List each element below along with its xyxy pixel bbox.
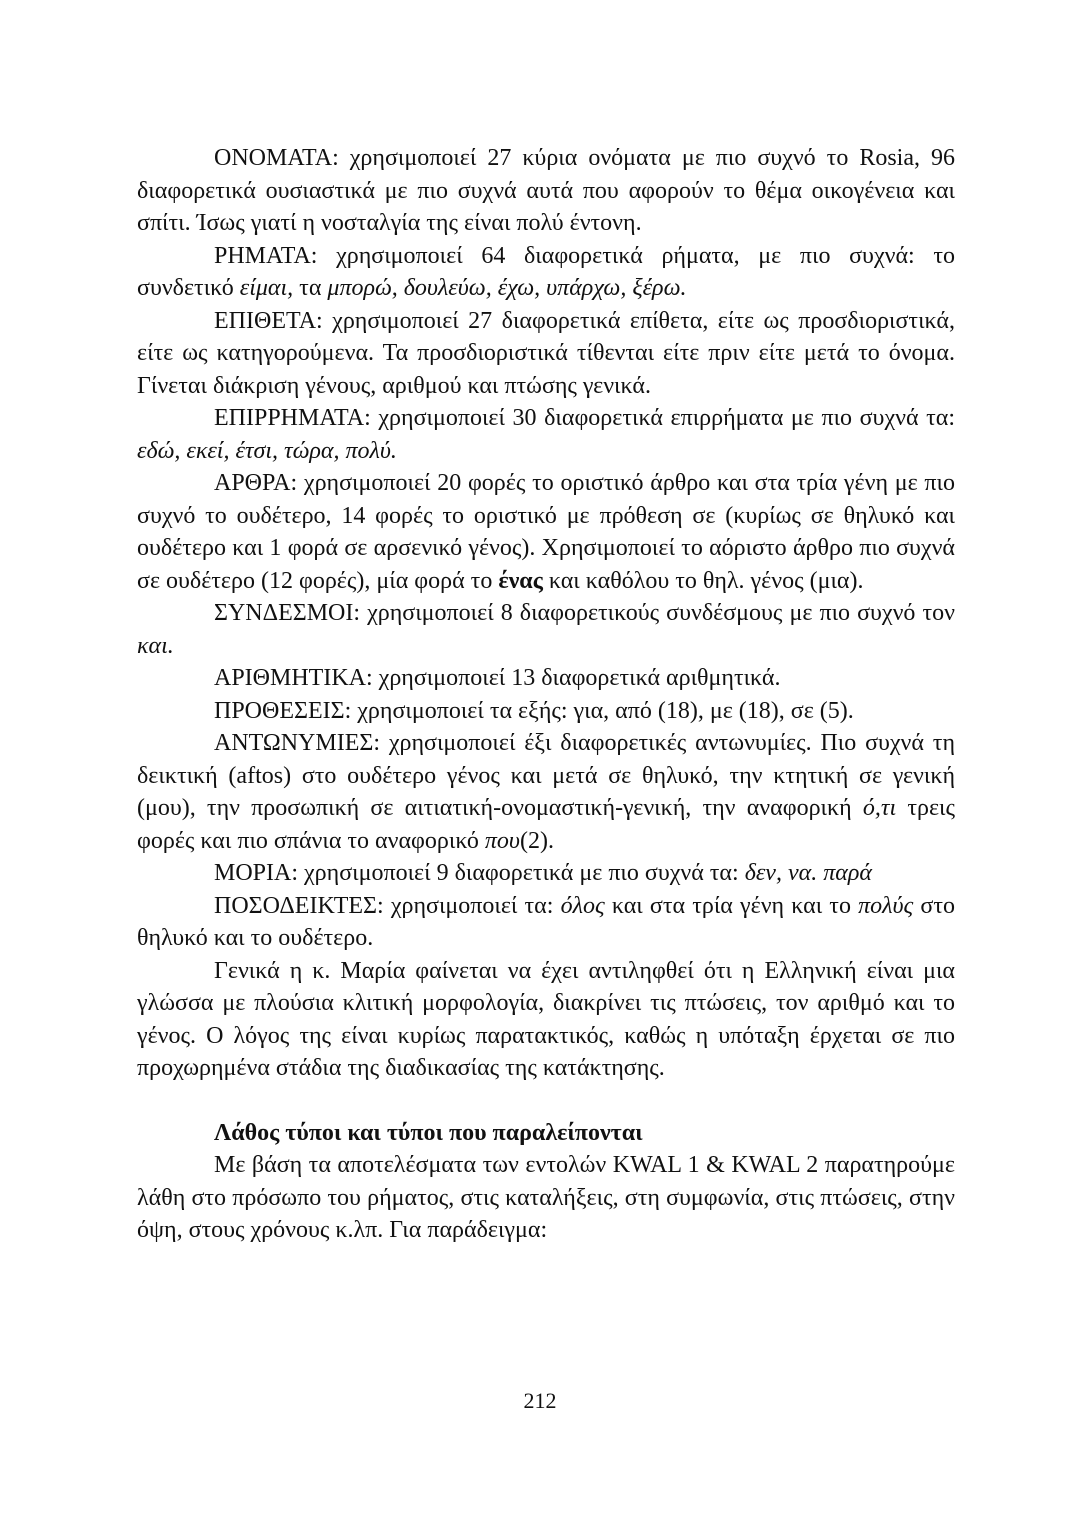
section-heading-text: Λάθος τύποι και τύποι που παραλείπονται xyxy=(214,1119,643,1146)
paragraph-text: Με βάση τα αποτελέσματα των εντολών KWAL 1 & KWAL 2 παρατηρούμε λάθη στο πρόσωπο του ρήματος, στις καταλήξεις, στη συμφωνία, στις πτώσεις, στην όψη, στους χρόνους κ.λπ. Για παράδειγμα: xyxy=(137,1152,955,1243)
category-label: ΡΗΜΑΤΑ: xyxy=(214,242,318,269)
italic-term: και. xyxy=(137,632,174,659)
paragraph-quantifiers xyxy=(137,890,955,955)
paragraph-particles xyxy=(137,857,955,890)
paragraph-conjunctions xyxy=(137,597,955,662)
page-body xyxy=(137,142,955,1247)
category-label: ΕΠΙΘΕΤΑ: xyxy=(214,307,323,334)
paragraph-text: (2). xyxy=(519,827,554,854)
paragraph-nouns xyxy=(137,142,955,240)
paragraph-numerals xyxy=(137,662,955,695)
paragraph-prepositions xyxy=(137,695,955,728)
paragraph-text: χρησιμοποιεί τα εξής: για, από (18), με (18), σε (5). xyxy=(351,697,854,724)
italic-term: είμαι, xyxy=(239,275,294,301)
blank-line xyxy=(137,1085,955,1117)
paragraph-text: και στα τρία γένη και το xyxy=(604,892,859,919)
category-label: ΜΟΡΙΑ: xyxy=(214,860,299,886)
italic-term: όλος xyxy=(560,892,605,919)
italic-term: μπορώ, δουλεύω, έχω, υπάρχω, ξέρω. xyxy=(327,275,687,301)
category-label: ΑΡΙΘΜΗΤΙΚΑ: xyxy=(214,665,373,691)
category-label: ΟΝΟΜΑΤΑ: xyxy=(214,145,339,171)
paragraph-text: χρησιμοποιεί 27 διαφορετικά επίθετα, είτε ως προσδιοριστικά, είτε ως κατηγορούμενα. Τα προσδιοριστικά τίθενται είτε πριν είτε μετά το όνομα. Γίνεται διάκριση γένους, αριθμού και πτώσης γενικά. xyxy=(137,307,955,399)
paragraph-summary xyxy=(137,955,955,1085)
section-heading xyxy=(137,1117,955,1150)
paragraph-text: στο θηλυκό και το ουδέτερο. xyxy=(137,892,955,951)
italic-term: εδώ, εκεί, έτσι, τώρα, πολύ. xyxy=(137,437,397,464)
paragraph-verbs xyxy=(137,240,955,305)
italic-term: δεν, να. παρά xyxy=(744,860,872,886)
italic-term: που xyxy=(484,827,520,854)
paragraph-text: χρησιμοποιεί 13 διαφορετικά αριθμητικά. xyxy=(372,665,781,691)
category-label: ΠΟΣΟΔΕΙΚΤΕΣ: xyxy=(214,892,384,919)
paragraph-text: χρησιμοποιεί 20 φορές το οριστικό άρθρο και στα τρία γένη με πιο συχνό το ουδέτερο, 14 φορές το οριστικό με πρόθεση σε (κυρίως σε θηλυκό και ουδέτερο και 1 φορά σε αρσενικό γένος). Χρησιμοποιεί το αόριστο άρθρο πιο συχνά σε ουδέτερο (12 φορές), μία φορά το xyxy=(137,470,955,594)
category-label: ΑΡΘΡΑ: xyxy=(214,470,298,496)
paragraph-text: χρησιμοποιεί 8 διαφορετικούς συνδέσμους με πιο συχνό τον xyxy=(360,600,955,626)
paragraph-section-intro xyxy=(137,1149,955,1247)
paragraph-text: χρησιμοποιεί έξι διαφορετικές αντωνυμίες. Πιο συχνά τη δεικτική (aftos) στο ουδέτερο γένος και μετά σε θηλυκό, την κτητική σε γενική (μου), την προσωπική σε αιτιατική-ονομαστική-γενική, την αναφορική xyxy=(137,730,955,821)
paragraph-text: χρησιμοποιεί 27 κύρια ονόματα με πιο συχνό το Rosia, 96 διαφορετικά ουσιαστικά με πιο συχνά αυτά που αφορούν το θέμα οικογένεια και σπίτι. Ίσως γιατί η νοσταλγία της είναι πολύ έντονη. xyxy=(137,145,955,236)
paragraph-articles xyxy=(137,467,955,597)
category-label: ΠΡΟΘΕΣΕΙΣ: xyxy=(214,697,352,724)
category-label: ΑΝΤΩΝΥΜΙΕΣ: xyxy=(214,730,381,756)
paragraph-text: και καθόλου το θηλ. γένος (μια). xyxy=(542,567,864,594)
paragraph-adverbs xyxy=(137,402,955,467)
paragraph-text: χρησιμοποιεί 30 διαφορετικά επιρρήματα με πιο συχνά τα: xyxy=(370,405,955,431)
paragraph-text: χρησιμοποιεί 9 διαφορετικά με πιο συχνά τα: xyxy=(298,860,745,886)
category-label: ΕΠΙΡΡΗΜΑΤΑ: xyxy=(214,405,371,431)
paragraph-adjectives xyxy=(137,305,955,403)
paragraph-pronouns xyxy=(137,727,955,857)
paragraph-text: τα xyxy=(293,275,328,301)
page-number: 212 xyxy=(523,1388,557,1413)
paragraph-text: χρησιμοποιεί 64 διαφορετικά ρήματα, με πιο συχνά: το συνδετικό xyxy=(137,242,955,301)
paragraph-text: τρεις φορές και πιο σπάνια το αναφορικό xyxy=(137,795,955,854)
paragraph-text: χρησιμοποιεί τα: xyxy=(383,892,561,919)
paragraph-text: Γενικά η κ. Μαρία φαίνεται να έχει αντιληφθεί ότι η Ελληνική είναι μια γλώσσα με πλούσια κλιτική μορφολογία, διακρίνει τις πτώσεις, τον αριθμό και το γένος. Ο λόγος της είναι κυρίως παρατακτικός, καθώς η υπόταξη έρχεται σε πιο προχωρημένα στάδια της διαδικασίας της κατάκτησης. xyxy=(137,957,955,1081)
italic-term: πολύς xyxy=(858,892,914,919)
bold-term: ένας xyxy=(498,567,543,594)
category-label: ΣΥΝΔΕΣΜΟΙ: xyxy=(214,600,361,626)
italic-term: ό,τι xyxy=(862,795,897,821)
